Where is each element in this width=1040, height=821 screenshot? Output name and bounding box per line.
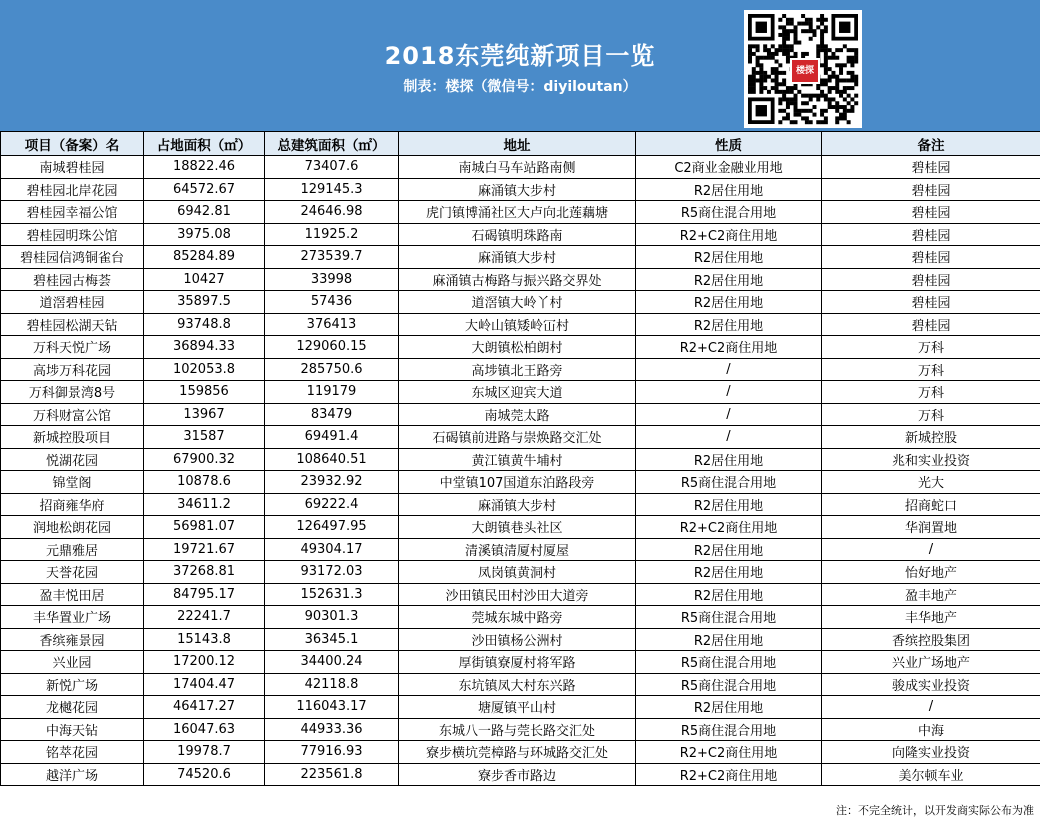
cell-land-area: 64572.67	[144, 178, 265, 201]
col-header-land-area: 占地面积（㎡）	[144, 132, 265, 156]
table-row	[1, 538, 1040, 561]
cell-building-area: 152631.3	[265, 583, 399, 606]
cell-remark: 香缤控股集团	[822, 628, 1040, 651]
cell-land-use: C2商业金融业用地	[636, 156, 822, 179]
cell-name: 龙樾花园	[1, 696, 144, 719]
cell-address: 大岭山镇矮岭冚村	[399, 313, 636, 336]
cell-name: 万科御景湾8号	[1, 381, 144, 404]
cell-land-area: 56981.07	[144, 516, 265, 539]
cell-remark: 万科	[822, 358, 1040, 381]
cell-land-use: R2居住用地	[636, 313, 822, 336]
cell-remark: 招商蛇口	[822, 493, 1040, 516]
cell-land-use: R2+C2商住用地	[636, 741, 822, 764]
cell-remark: 碧桂园	[822, 268, 1040, 291]
cell-building-area: 69222.4	[265, 493, 399, 516]
cell-land-area: 19721.67	[144, 538, 265, 561]
cell-remark: /	[822, 538, 1040, 561]
cell-land-use: R2+C2商住用地	[636, 763, 822, 786]
cell-name: 悦湖花园	[1, 448, 144, 471]
footnote: 注：不完全统计，以开发商实际公布为准	[836, 804, 1034, 817]
cell-name: 中海天钻	[1, 718, 144, 741]
cell-remark: 碧桂园	[822, 291, 1040, 314]
cell-address: 寮步横坑莞樟路与环城路交汇处	[399, 741, 636, 764]
cell-land-area: 35897.5	[144, 291, 265, 314]
cell-name: 天誉花园	[1, 561, 144, 584]
cell-name: 盈丰悦田居	[1, 583, 144, 606]
cell-land-use: R2居住用地	[636, 246, 822, 269]
cell-building-area: 93172.03	[265, 561, 399, 584]
cell-building-area: 129145.3	[265, 178, 399, 201]
cell-land-area: 102053.8	[144, 358, 265, 381]
cell-name: 万科财富公馆	[1, 403, 144, 426]
cell-name: 万科天悦广场	[1, 336, 144, 359]
cell-address: 石碣镇前进路与崇焕路交汇处	[399, 426, 636, 449]
cell-land-area: 46417.27	[144, 696, 265, 719]
cell-land-use: /	[636, 403, 822, 426]
cell-land-area: 6942.81	[144, 201, 265, 224]
cell-land-use: R2居住用地	[636, 696, 822, 719]
cell-remark: 兴业广场地产	[822, 651, 1040, 674]
cell-building-area: 42118.8	[265, 673, 399, 696]
col-header-name: 项目（备案）名	[1, 132, 144, 156]
cell-remark: 碧桂园	[822, 313, 1040, 336]
cell-building-area: 119179	[265, 381, 399, 404]
table-row	[1, 628, 1040, 651]
cell-name: 碧桂园明珠公馆	[1, 223, 144, 246]
cell-address: 莞城东城中路旁	[399, 606, 636, 629]
cell-land-use: R2居住用地	[636, 628, 822, 651]
title-banner	[0, 0, 1040, 131]
cell-building-area: 223561.8	[265, 763, 399, 786]
cell-address: 东城八一路与莞长路交汇处	[399, 718, 636, 741]
table-row	[1, 471, 1040, 494]
cell-remark: 兆和实业投资	[822, 448, 1040, 471]
cell-building-area: 49304.17	[265, 538, 399, 561]
cell-land-area: 31587	[144, 426, 265, 449]
cell-remark: 万科	[822, 403, 1040, 426]
cell-remark: 美尔顿车业	[822, 763, 1040, 786]
cell-remark: 碧桂园	[822, 178, 1040, 201]
cell-address: 大朗镇巷头社区	[399, 516, 636, 539]
cell-building-area: 285750.6	[265, 358, 399, 381]
cell-land-area: 16047.63	[144, 718, 265, 741]
table-row	[1, 358, 1040, 381]
cell-name: 碧桂园古梅荟	[1, 268, 144, 291]
cell-address: 清溪镇清厦村厦屋	[399, 538, 636, 561]
table-row	[1, 178, 1040, 201]
page-title: 2018东莞纯新项目一览	[384, 42, 656, 70]
table-body	[1, 156, 1040, 786]
cell-address: 厚街镇寮厦村将军路	[399, 651, 636, 674]
table-row	[1, 448, 1040, 471]
cell-remark: 碧桂园	[822, 223, 1040, 246]
cell-building-area: 34400.24	[265, 651, 399, 674]
table-row	[1, 426, 1040, 449]
cell-address: 麻涌镇大步村	[399, 246, 636, 269]
cell-name: 丰华置业广场	[1, 606, 144, 629]
cell-land-area: 37268.81	[144, 561, 265, 584]
cell-land-use: R2+C2商住用地	[636, 516, 822, 539]
cell-name: 高埗万科花园	[1, 358, 144, 381]
cell-building-area: 11925.2	[265, 223, 399, 246]
table-row	[1, 223, 1040, 246]
table-row	[1, 763, 1040, 786]
cell-building-area: 73407.6	[265, 156, 399, 179]
cell-land-area: 3975.08	[144, 223, 265, 246]
cell-land-use: R5商住混合用地	[636, 673, 822, 696]
table-row	[1, 313, 1040, 336]
table-row	[1, 493, 1040, 516]
cell-land-use: R5商住混合用地	[636, 606, 822, 629]
cell-name: 碧桂园信鸿铜雀台	[1, 246, 144, 269]
cell-address: 南城白马车站路南侧	[399, 156, 636, 179]
cell-land-use: /	[636, 381, 822, 404]
cell-land-use: R2居住用地	[636, 493, 822, 516]
table-row	[1, 336, 1040, 359]
cell-address: 沙田镇民田村沙田大道旁	[399, 583, 636, 606]
table-row	[1, 268, 1040, 291]
cell-name: 铭萃花园	[1, 741, 144, 764]
cell-name: 润地松朗花园	[1, 516, 144, 539]
cell-land-use: R5商住混合用地	[636, 718, 822, 741]
cell-land-use: R2+C2商住用地	[636, 223, 822, 246]
cell-remark: 万科	[822, 381, 1040, 404]
cell-name: 兴业园	[1, 651, 144, 674]
table-row	[1, 201, 1040, 224]
cell-land-area: 19978.7	[144, 741, 265, 764]
cell-name: 元鼎雅居	[1, 538, 144, 561]
cell-building-area: 77916.93	[265, 741, 399, 764]
cell-land-use: /	[636, 426, 822, 449]
cell-building-area: 57436	[265, 291, 399, 314]
cell-name: 南城碧桂园	[1, 156, 144, 179]
cell-address: 南城莞太路	[399, 403, 636, 426]
cell-address: 东坑镇凤大村东兴路	[399, 673, 636, 696]
cell-remark: 华润置地	[822, 516, 1040, 539]
cell-name: 招商雍华府	[1, 493, 144, 516]
table-row	[1, 583, 1040, 606]
cell-building-area: 108640.51	[265, 448, 399, 471]
cell-remark: 丰华地产	[822, 606, 1040, 629]
table-row	[1, 291, 1040, 314]
cell-land-area: 10878.6	[144, 471, 265, 494]
cell-land-use: R5商住混合用地	[636, 201, 822, 224]
cell-land-area: 17200.12	[144, 651, 265, 674]
cell-address: 黄江镇黄牛埔村	[399, 448, 636, 471]
cell-building-area: 129060.15	[265, 336, 399, 359]
cell-address: 高埗镇北王路旁	[399, 358, 636, 381]
cell-land-use: R2居住用地	[636, 561, 822, 584]
cell-address: 石碣镇明珠路南	[399, 223, 636, 246]
cell-building-area: 376413	[265, 313, 399, 336]
cell-land-area: 67900.32	[144, 448, 265, 471]
cell-remark: 盈丰地产	[822, 583, 1040, 606]
cell-land-use: /	[636, 358, 822, 381]
cell-address: 麻涌镇大步村	[399, 178, 636, 201]
cell-remark: 怡好地产	[822, 561, 1040, 584]
cell-address: 大朗镇松柏朗村	[399, 336, 636, 359]
qr-code	[744, 10, 862, 128]
table-row	[1, 561, 1040, 584]
cell-name: 香缤雍景园	[1, 628, 144, 651]
cell-name: 碧桂园幸福公馆	[1, 201, 144, 224]
cell-building-area: 36345.1	[265, 628, 399, 651]
cell-land-area: 85284.89	[144, 246, 265, 269]
cell-building-area: 273539.7	[265, 246, 399, 269]
table-row	[1, 651, 1040, 674]
cell-address: 虎门镇博涌社区大卢向北莲藕塘	[399, 201, 636, 224]
table-row	[1, 606, 1040, 629]
cell-land-use: R2+C2商住用地	[636, 336, 822, 359]
cell-building-area: 44933.36	[265, 718, 399, 741]
table-row	[1, 246, 1040, 269]
cell-remark: 碧桂园	[822, 246, 1040, 269]
cell-name: 锦堂阁	[1, 471, 144, 494]
table-row	[1, 516, 1040, 539]
table-row	[1, 696, 1040, 719]
cell-name: 碧桂园北岸花园	[1, 178, 144, 201]
cell-land-area: 22241.7	[144, 606, 265, 629]
table-row	[1, 673, 1040, 696]
cell-building-area: 33998	[265, 268, 399, 291]
col-header-remark: 备注	[822, 132, 1040, 156]
cell-building-area: 126497.95	[265, 516, 399, 539]
cell-address: 塘厦镇平山村	[399, 696, 636, 719]
cell-land-use: R2居住用地	[636, 178, 822, 201]
cell-building-area: 90301.3	[265, 606, 399, 629]
cell-name: 新悦广场	[1, 673, 144, 696]
table-header-row	[1, 132, 1040, 156]
cell-remark: 碧桂园	[822, 201, 1040, 224]
qr-logo: 楼探	[790, 58, 820, 84]
cell-name: 越洋广场	[1, 763, 144, 786]
cell-address: 麻涌镇大步村	[399, 493, 636, 516]
table-row	[1, 403, 1040, 426]
cell-remark: 骏成实业投资	[822, 673, 1040, 696]
cell-land-area: 17404.47	[144, 673, 265, 696]
cell-address: 东城区迎宾大道	[399, 381, 636, 404]
table-row	[1, 381, 1040, 404]
cell-remark: 万科	[822, 336, 1040, 359]
cell-land-use: R2居住用地	[636, 448, 822, 471]
cell-land-area: 74520.6	[144, 763, 265, 786]
cell-land-area: 13967	[144, 403, 265, 426]
cell-building-area: 24646.98	[265, 201, 399, 224]
cell-address: 凤岗镇黄洞村	[399, 561, 636, 584]
table-row	[1, 156, 1040, 179]
cell-land-use: R2居住用地	[636, 291, 822, 314]
cell-building-area: 69491.4	[265, 426, 399, 449]
cell-remark: 光大	[822, 471, 1040, 494]
project-table	[0, 131, 1040, 786]
cell-land-area: 18822.46	[144, 156, 265, 179]
cell-land-area: 93748.8	[144, 313, 265, 336]
cell-address: 麻涌镇古梅路与振兴路交界处	[399, 268, 636, 291]
cell-address: 道滘镇大岭丫村	[399, 291, 636, 314]
cell-building-area: 83479	[265, 403, 399, 426]
cell-land-use: R2居住用地	[636, 538, 822, 561]
col-header-address: 地址	[399, 132, 636, 156]
cell-land-use: R2居住用地	[636, 583, 822, 606]
cell-remark: 向隆实业投资	[822, 741, 1040, 764]
cell-land-area: 15143.8	[144, 628, 265, 651]
col-header-land-use: 性质	[636, 132, 822, 156]
cell-land-use: R2居住用地	[636, 268, 822, 291]
cell-building-area: 116043.17	[265, 696, 399, 719]
cell-name: 道滘碧桂园	[1, 291, 144, 314]
cell-address: 寮步香市路边	[399, 763, 636, 786]
table-row	[1, 741, 1040, 764]
cell-address: 沙田镇杨公洲村	[399, 628, 636, 651]
col-header-building-area: 总建筑面积（㎡）	[265, 132, 399, 156]
cell-remark: /	[822, 696, 1040, 719]
cell-land-area: 84795.17	[144, 583, 265, 606]
page-subtitle: 制表：楼探（微信号：diyiloutan）	[403, 79, 637, 95]
cell-remark: 新城控股	[822, 426, 1040, 449]
cell-remark: 中海	[822, 718, 1040, 741]
cell-name: 碧桂园松湖天钻	[1, 313, 144, 336]
cell-land-area: 10427	[144, 268, 265, 291]
cell-name: 新城控股项目	[1, 426, 144, 449]
cell-land-use: R5商住混合用地	[636, 651, 822, 674]
cell-land-area: 34611.2	[144, 493, 265, 516]
cell-building-area: 23932.92	[265, 471, 399, 494]
cell-land-area: 36894.33	[144, 336, 265, 359]
cell-land-area: 159856	[144, 381, 265, 404]
cell-address: 中堂镇107国道东泊路段旁	[399, 471, 636, 494]
cell-land-use: R5商住混合用地	[636, 471, 822, 494]
cell-remark: 碧桂园	[822, 156, 1040, 179]
table-row	[1, 718, 1040, 741]
